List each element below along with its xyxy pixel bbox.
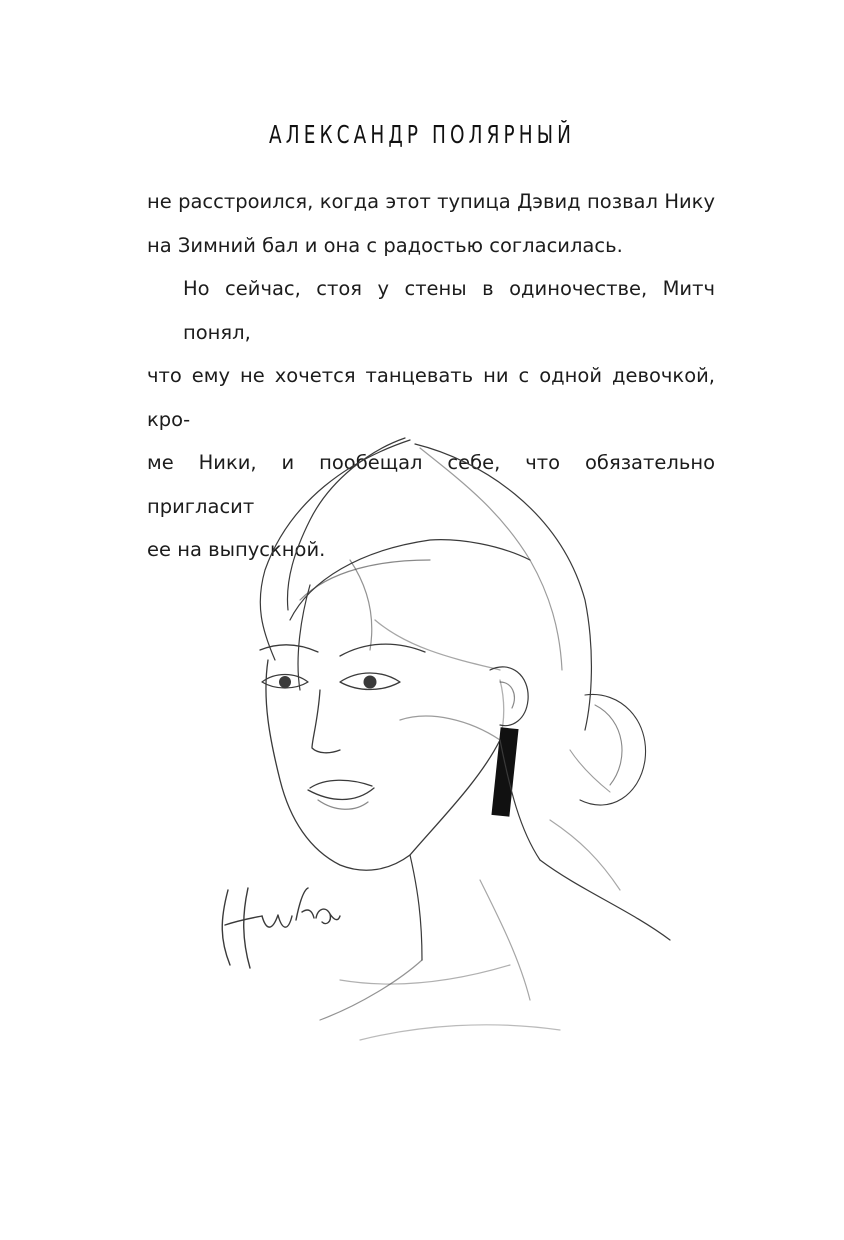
text-line: ее на выпускной. — [147, 538, 326, 561]
text-line: не расстроился, когда этот тупица Дэвид позвал Нику — [147, 190, 715, 213]
hair-sketch — [260, 438, 591, 730]
paragraph — [147, 180, 715, 267]
hair-bun-sketch — [570, 694, 646, 805]
ear-sketch — [490, 667, 528, 726]
text-line: на Зимний бал и она с радостью согласилась. — [147, 233, 623, 257]
text-line: что ему не хочется танцевать ни с одной девочкой, кро- — [147, 364, 715, 431]
face-sketch — [260, 620, 504, 870]
running-title: АЛЕКСАНДР ПОЛЯРНЫЙ — [269, 120, 575, 149]
text-line: Но сейчас, стоя у стены в одиночестве, Митч понял, — [183, 277, 715, 344]
portrait-illustration — [200, 420, 720, 1100]
signature-handwritten — [222, 888, 340, 968]
text-line: ме Ники, и пообещал себе, что обязательно пригласит — [147, 451, 715, 518]
